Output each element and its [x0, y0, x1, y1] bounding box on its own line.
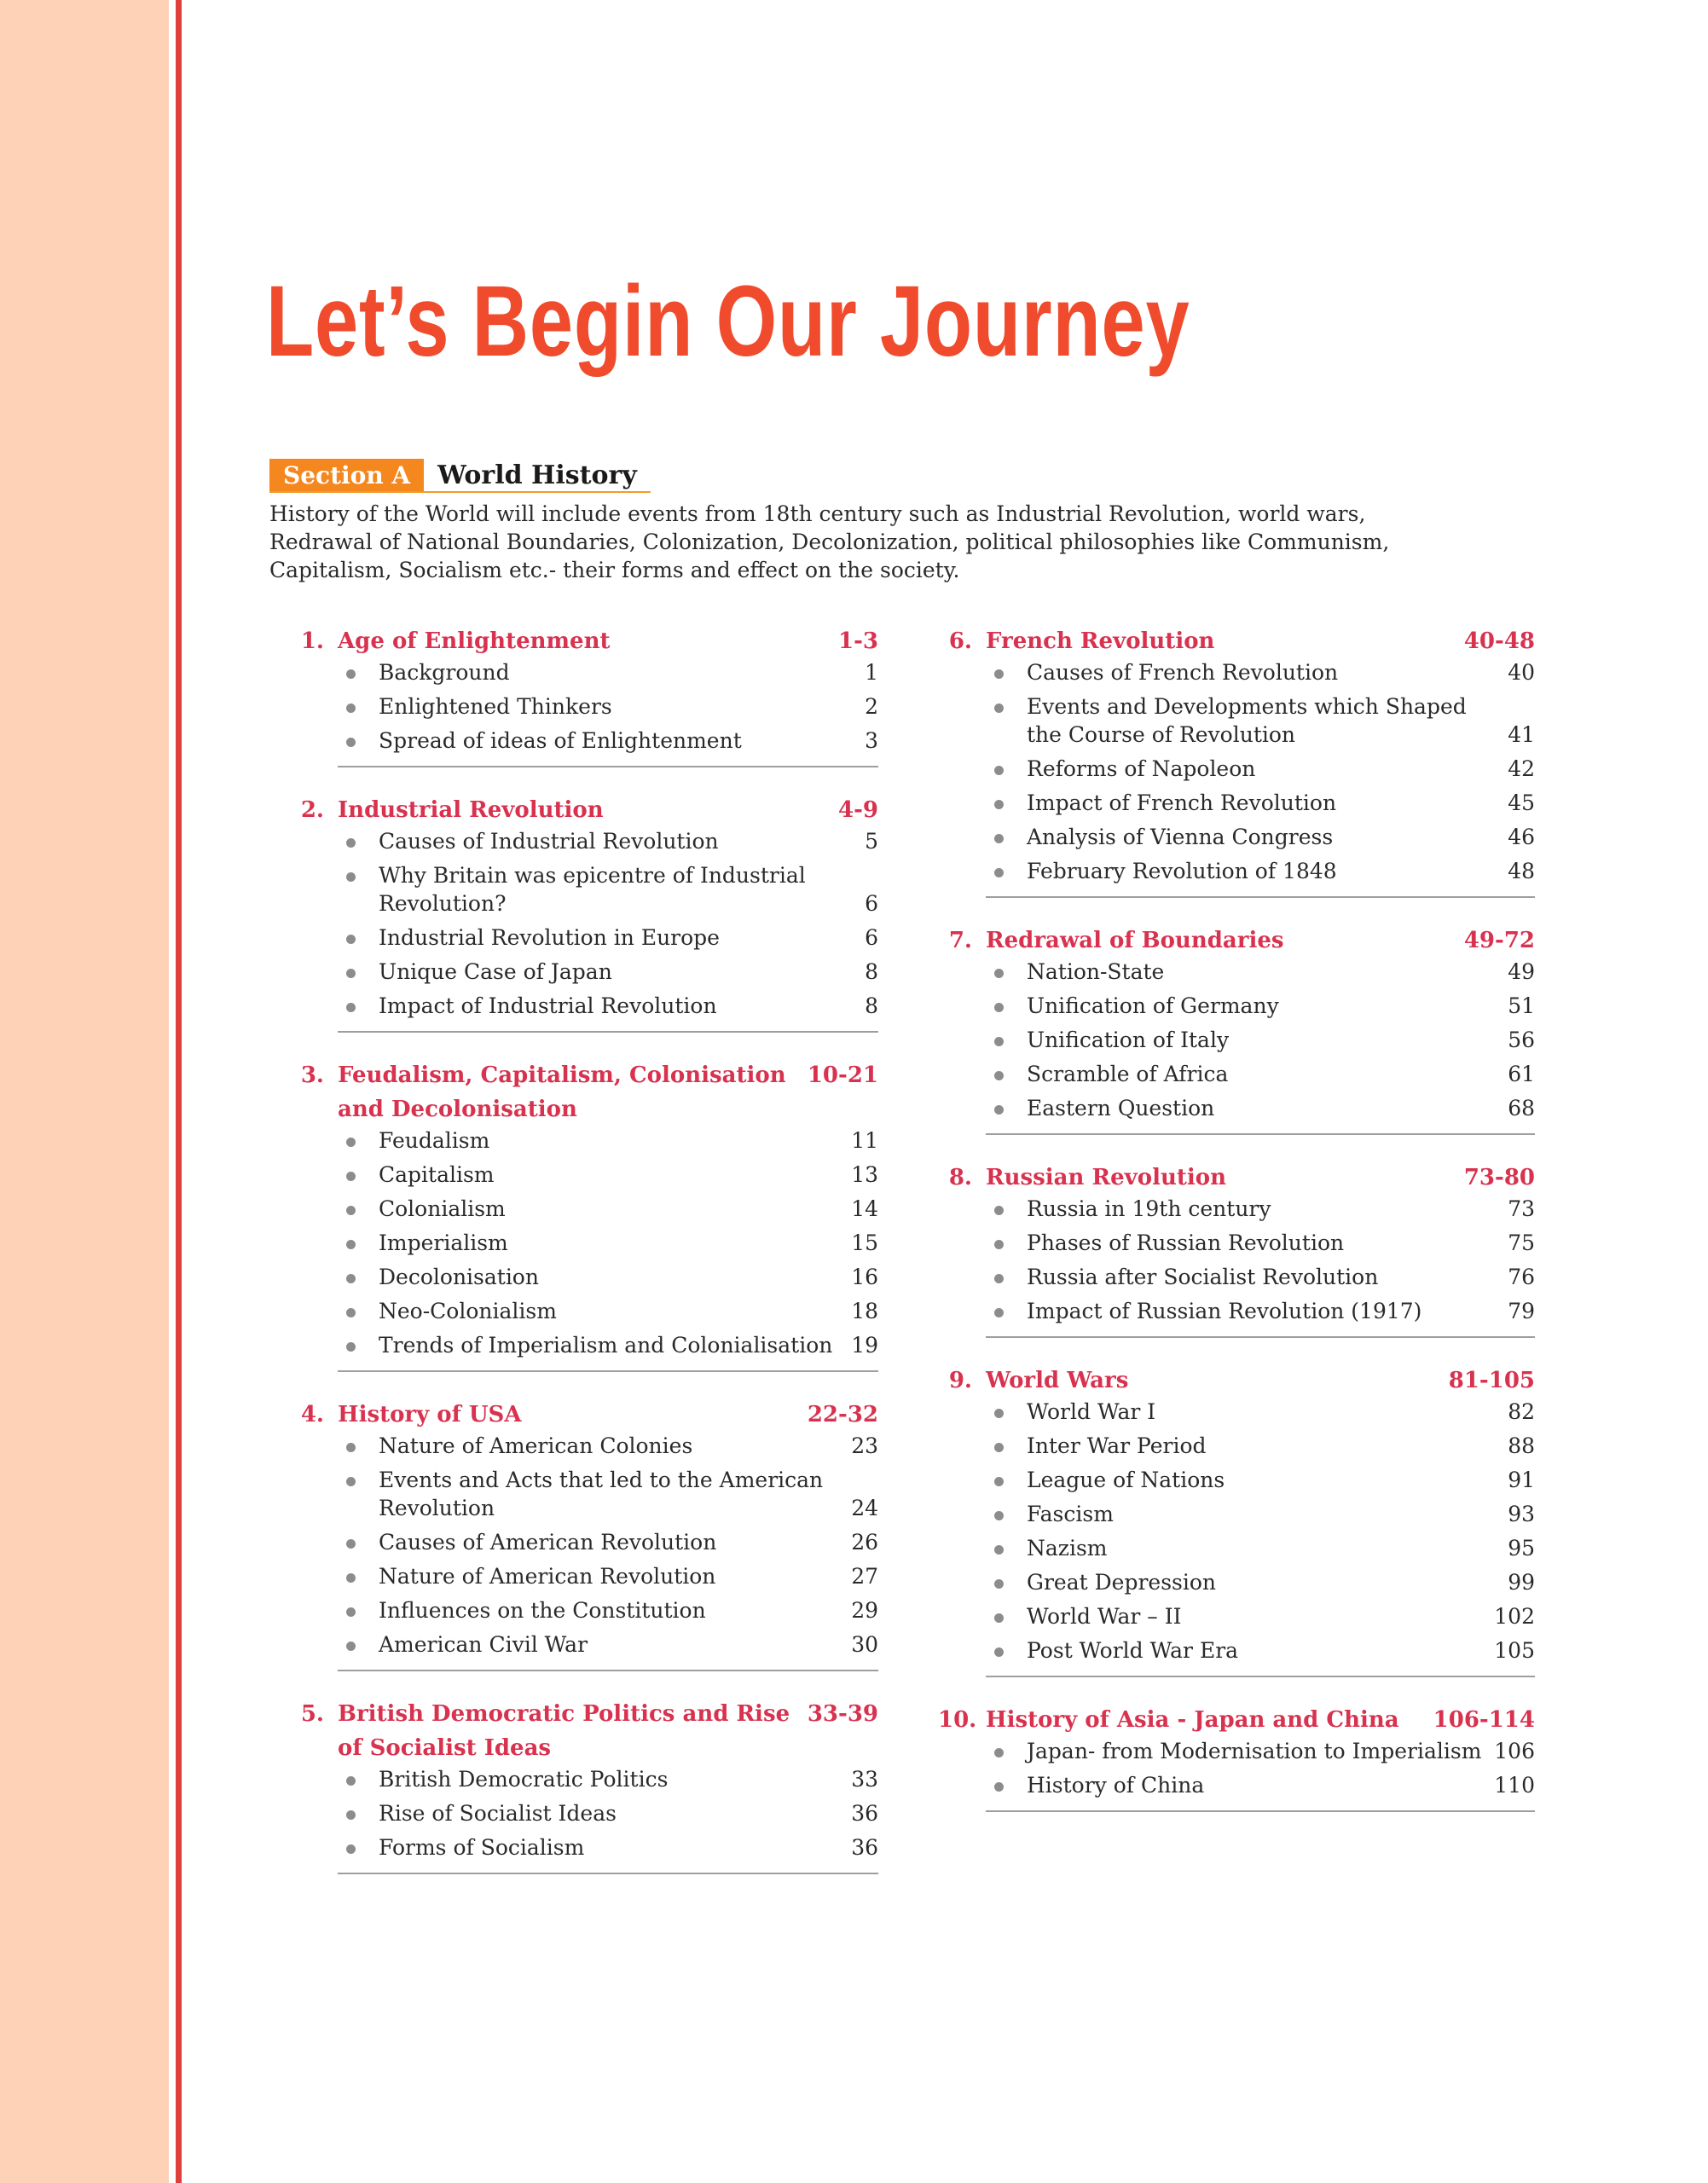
topic-title: Great Depression: [1027, 1570, 1217, 1595]
topic-title: Impact of Industrial Revolution: [379, 993, 717, 1018]
bullet-icon: [986, 1466, 1027, 1494]
topic-title: Why Britain was epicentre of Industrial Revolution?: [379, 863, 806, 916]
topic-item[interactable]: [338, 827, 878, 855]
topic-item[interactable]: [986, 658, 1535, 686]
topic-page: 36: [851, 1801, 878, 1826]
topic-title: Post World War Era: [1027, 1638, 1239, 1663]
topic-page: 88: [1508, 1433, 1535, 1458]
bullet-icon: [986, 958, 1027, 986]
topic-title: League of Nations: [1027, 1468, 1225, 1492]
chapter-number: 2.: [300, 797, 324, 823]
chapter-number: 5.: [300, 1701, 324, 1727]
topic-item[interactable]: [338, 1126, 878, 1155]
topic-page: 61: [1508, 1062, 1535, 1086]
bullet-icon: [338, 1195, 379, 1223]
topic-title: History of China: [1027, 1773, 1205, 1798]
chapter-heading[interactable]: [290, 1398, 878, 1432]
topic-item[interactable]: [986, 1094, 1535, 1122]
bullet-icon: [338, 1331, 379, 1359]
chapter-heading[interactable]: [938, 1703, 1535, 1737]
chapter-page-range: 49-72: [1463, 928, 1535, 953]
topic-page: 68: [1508, 1096, 1535, 1120]
topic-page: 14: [851, 1196, 878, 1221]
topic-page: 11: [851, 1128, 878, 1153]
chapter-number: 3.: [300, 1063, 324, 1088]
topic-item[interactable]: [986, 958, 1535, 986]
topic-page: 2: [865, 694, 878, 719]
topic-item[interactable]: [338, 1466, 878, 1522]
topic-item[interactable]: [986, 1466, 1535, 1494]
chapter-entry: [938, 924, 1535, 1135]
topic-page: 95: [1508, 1536, 1535, 1561]
contents-column-left: [290, 624, 878, 1900]
chapter-topic-list: [338, 658, 878, 767]
bullet-icon: [338, 1161, 379, 1189]
topic-page: 46: [1508, 825, 1535, 849]
section-name: World History: [437, 460, 637, 490]
topic-item[interactable]: [986, 1737, 1535, 1765]
topic-item[interactable]: [986, 1060, 1535, 1088]
bullet-icon: [986, 692, 1027, 721]
chapter-page-range: 4-9: [838, 797, 878, 823]
topic-item[interactable]: [986, 1534, 1535, 1562]
chapter-topic-list: [338, 827, 878, 1033]
topic-title: World War I: [1027, 1399, 1156, 1424]
topic-page: 23: [851, 1433, 878, 1458]
chapter-entry: [290, 1058, 878, 1372]
chapter-number: 9.: [948, 1368, 972, 1393]
topic-title: Spread of ideas of Enlightenment: [379, 728, 742, 753]
topic-page: 3: [865, 728, 878, 753]
topic-title: Capitalism: [379, 1162, 495, 1187]
topic-item[interactable]: [338, 992, 878, 1020]
topic-page: 51: [1508, 993, 1535, 1018]
topic-item[interactable]: [338, 1263, 878, 1291]
bullet-icon: [986, 1297, 1027, 1325]
chapter-title: British Democratic Politics and Rise of Socialist Ideas: [338, 1701, 790, 1761]
chapter-entry: [938, 1161, 1535, 1338]
bullet-icon: [338, 1799, 379, 1827]
topic-page: 105: [1494, 1638, 1535, 1663]
topic-item[interactable]: [986, 1398, 1535, 1426]
topic-page: 41: [1508, 722, 1535, 747]
topic-title: Japan- from Modernisation to Imperialism: [1027, 1739, 1482, 1763]
topic-title: Analysis of Vienna Congress: [1027, 825, 1334, 849]
bullet-icon: [338, 1596, 379, 1624]
bullet-icon: [338, 692, 379, 721]
side-color-band: [0, 0, 169, 2183]
topic-title: Rise of Socialist Ideas: [379, 1801, 617, 1826]
topic-item[interactable]: [338, 958, 878, 986]
topic-item[interactable]: [338, 1528, 878, 1556]
chapter-entry: [290, 624, 878, 767]
topic-page: 110: [1494, 1773, 1535, 1798]
chapter-title: History of USA: [338, 1402, 522, 1427]
chapter-entry: [938, 624, 1535, 898]
topic-page: 18: [851, 1299, 878, 1323]
chapter-page-range: 40-48: [1463, 628, 1535, 654]
section-intro: History of the World will include events from 18th century such as Industrial Revolution, world wars, Redrawal of National Boundaries, Colonization, Decolonization, political philosophies like Communism, Capitalism, Socialism etc.- their forms and effect on the society.: [269, 501, 1390, 582]
topic-title: British Democratic Politics: [379, 1767, 669, 1792]
topic-page: 27: [851, 1564, 878, 1589]
topic-item[interactable]: [338, 1229, 878, 1257]
chapter-page-range: 81-105: [1448, 1368, 1535, 1393]
chapter-topic-list: [986, 658, 1535, 898]
bullet-icon: [338, 1432, 379, 1460]
chapter-title: Redrawal of Boundaries: [986, 928, 1284, 953]
chapter-topic-list: [986, 958, 1535, 1135]
topic-page: 19: [851, 1333, 878, 1358]
bullet-icon: [986, 1534, 1027, 1562]
chapter-heading[interactable]: [290, 1058, 878, 1126]
chapter-entry: [938, 1364, 1535, 1677]
bullet-icon: [986, 1398, 1027, 1426]
bullet-icon: [986, 1094, 1027, 1122]
chapter-number: 8.: [948, 1165, 972, 1190]
topic-title: Russia after Socialist Revolution: [1027, 1265, 1379, 1289]
topic-title: Nazism: [1027, 1536, 1108, 1561]
topic-page: 76: [1508, 1265, 1535, 1289]
bullet-icon: [338, 1263, 379, 1291]
bullet-icon: [986, 857, 1027, 885]
topic-page: 48: [1508, 859, 1535, 883]
bullet-icon: [338, 1229, 379, 1257]
topic-item[interactable]: [338, 1562, 878, 1590]
topic-title: Nation-State: [1027, 959, 1165, 984]
topic-item[interactable]: [338, 1161, 878, 1189]
chapter-entry: [290, 1697, 878, 1874]
bullet-icon: [338, 992, 379, 1020]
topic-title: Unique Case of Japan: [379, 959, 612, 984]
topic-title: Colonialism: [379, 1196, 506, 1221]
topic-title: Nature of American Revolution: [379, 1564, 716, 1589]
chapter-page-range: 33-39: [807, 1701, 878, 1727]
bullet-icon: [338, 861, 379, 889]
chapter-number: 6.: [948, 628, 972, 654]
chapter-title: Age of Enlightenment: [338, 628, 611, 654]
topic-page: 15: [851, 1230, 878, 1255]
topic-page: 49: [1508, 959, 1535, 984]
topic-page: 26: [851, 1530, 878, 1555]
bullet-icon: [986, 1568, 1027, 1596]
bullet-icon: [986, 658, 1027, 686]
topic-title: Reforms of Napoleon: [1027, 756, 1256, 781]
topic-item[interactable]: [338, 692, 878, 721]
bullet-icon: [338, 727, 379, 755]
chapter-page-range: 10-21: [807, 1063, 878, 1088]
bullet-icon: [338, 1528, 379, 1556]
topic-page: 6: [865, 925, 878, 950]
chapter-title: French Revolution: [986, 628, 1215, 654]
topic-page: 30: [851, 1632, 878, 1657]
topic-item[interactable]: [986, 755, 1535, 783]
topic-page: 29: [851, 1598, 878, 1623]
bullet-icon: [986, 1195, 1027, 1223]
chapter-title: World Wars: [986, 1368, 1129, 1393]
bullet-icon: [338, 924, 379, 952]
topic-item[interactable]: [986, 857, 1535, 885]
topic-title: Scramble of Africa: [1027, 1062, 1229, 1086]
topic-page: 13: [851, 1162, 878, 1187]
topic-page: 93: [1508, 1502, 1535, 1526]
bullet-icon: [986, 1263, 1027, 1291]
topic-page: 45: [1508, 790, 1535, 815]
bullet-icon: [338, 1466, 379, 1494]
contents-column-right: [938, 624, 1535, 1838]
topic-page: 24: [851, 1496, 878, 1520]
topic-page: 8: [865, 959, 878, 984]
chapter-entry: [938, 1703, 1535, 1812]
topic-page: 1: [865, 660, 878, 685]
bullet-icon: [986, 1229, 1027, 1257]
topic-page: 106: [1494, 1739, 1535, 1763]
topic-item[interactable]: [338, 1331, 878, 1359]
topic-item[interactable]: [986, 1432, 1535, 1460]
topic-title: Forms of Socialism: [379, 1835, 585, 1860]
topic-title: Neo-Colonialism: [379, 1299, 557, 1323]
bullet-icon: [338, 1297, 379, 1325]
bullet-icon: [986, 1602, 1027, 1630]
chapter-heading[interactable]: [290, 793, 878, 827]
topic-item[interactable]: [986, 1297, 1535, 1325]
bullet-icon: [986, 1771, 1027, 1799]
topic-page: 40: [1508, 660, 1535, 685]
chapter-topic-list: [338, 1432, 878, 1671]
chapter-entry: [290, 793, 878, 1033]
chapter-page-range: 73-80: [1463, 1165, 1535, 1190]
chapter-title: Russian Revolution: [986, 1165, 1226, 1190]
topic-page: 73: [1508, 1196, 1535, 1221]
chapter-topic-list: [986, 1398, 1535, 1677]
topic-title: Impact of Russian Revolution (1917): [1027, 1299, 1422, 1323]
topic-page: 91: [1508, 1468, 1535, 1492]
topic-title: American Civil War: [379, 1632, 588, 1657]
topic-item[interactable]: [986, 1026, 1535, 1054]
topic-item[interactable]: [338, 924, 878, 952]
topic-page: 8: [865, 993, 878, 1018]
bullet-icon: [986, 823, 1027, 851]
topic-item[interactable]: [338, 1630, 878, 1659]
bullet-icon: [338, 827, 379, 855]
topic-item[interactable]: [986, 692, 1535, 749]
topic-item[interactable]: [338, 1297, 878, 1325]
topic-title: Unification of Italy: [1027, 1028, 1230, 1052]
topic-item[interactable]: [986, 1771, 1535, 1799]
bullet-icon: [986, 992, 1027, 1020]
topic-item[interactable]: [338, 1833, 878, 1862]
topic-page: 75: [1508, 1230, 1535, 1255]
topic-item[interactable]: [338, 727, 878, 755]
topic-item[interactable]: [986, 992, 1535, 1020]
chapter-topic-list: [338, 1765, 878, 1874]
topic-item[interactable]: [338, 861, 878, 918]
chapter-number: 10.: [938, 1707, 977, 1733]
topic-title: Events and Acts that led to the American Revolution: [379, 1468, 824, 1520]
chapter-heading[interactable]: [938, 1161, 1535, 1195]
topic-title: Causes of Industrial Revolution: [379, 829, 719, 854]
topic-title: Industrial Revolution in Europe: [379, 925, 720, 950]
topic-item[interactable]: [986, 1229, 1535, 1257]
chapter-title: History of Asia - Japan and China: [986, 1707, 1399, 1733]
topic-item[interactable]: [338, 658, 878, 686]
bullet-icon: [338, 1765, 379, 1793]
chapter-number: 4.: [300, 1402, 324, 1427]
topic-title: Imperialism: [379, 1230, 508, 1255]
topic-title: Phases of Russian Revolution: [1027, 1230, 1345, 1255]
topic-title: Feudalism: [379, 1128, 490, 1153]
topic-page: 99: [1508, 1570, 1535, 1595]
topic-item[interactable]: [986, 823, 1535, 851]
topic-title: Influences on the Constitution: [379, 1598, 706, 1623]
topic-title: Causes of American Revolution: [379, 1530, 717, 1555]
topic-title: Events and Developments which Shaped the Course of Revolution: [1027, 694, 1467, 747]
bullet-icon: [338, 1126, 379, 1155]
chapter-heading[interactable]: [938, 624, 1535, 658]
topic-item[interactable]: [986, 1602, 1535, 1630]
chapter-page-range: 106-114: [1433, 1707, 1535, 1733]
topic-page: 42: [1508, 756, 1535, 781]
page-title: Let’s Begin Our Journey: [266, 265, 1190, 378]
topic-item[interactable]: [986, 789, 1535, 817]
chapter-page-range: 1-3: [838, 628, 878, 654]
topic-page: 5: [865, 829, 878, 854]
topic-page: 33: [851, 1767, 878, 1792]
topic-item[interactable]: [986, 1263, 1535, 1291]
bullet-icon: [338, 1562, 379, 1590]
topic-title: Nature of American Colonies: [379, 1433, 693, 1458]
side-red-rule: [176, 0, 182, 2183]
bullet-icon: [986, 1500, 1027, 1528]
chapter-topic-list: [986, 1737, 1535, 1812]
chapter-heading[interactable]: [290, 1697, 878, 1765]
topic-title: Background: [379, 660, 510, 685]
chapter-number: 7.: [948, 928, 972, 953]
topic-title: February Revolution of 1848: [1027, 859, 1337, 883]
topic-page: 79: [1508, 1299, 1535, 1323]
bullet-icon: [986, 1026, 1027, 1054]
topic-item[interactable]: [338, 1765, 878, 1793]
section-tag: Section A: [269, 459, 424, 491]
bullet-icon: [986, 1060, 1027, 1088]
chapter-page-range: 22-32: [807, 1402, 878, 1427]
topic-page: 102: [1494, 1604, 1535, 1629]
topic-item[interactable]: [338, 1596, 878, 1624]
bullet-icon: [338, 658, 379, 686]
topic-item[interactable]: [338, 1195, 878, 1223]
bullet-icon: [986, 1432, 1027, 1460]
topic-title: Trends of Imperialism and Colonialisation: [379, 1333, 833, 1358]
topic-title: Inter War Period: [1027, 1433, 1207, 1458]
topic-item[interactable]: [986, 1500, 1535, 1528]
topic-page: 16: [851, 1265, 878, 1289]
topic-item[interactable]: [338, 1432, 878, 1460]
topic-title: Unification of Germany: [1027, 993, 1279, 1018]
bullet-icon: [986, 1636, 1027, 1665]
topic-page: 36: [851, 1835, 878, 1860]
chapter-topic-list: [338, 1126, 878, 1372]
topic-title: Enlightened Thinkers: [379, 694, 612, 719]
topic-item[interactable]: [986, 1568, 1535, 1596]
bullet-icon: [986, 1737, 1027, 1765]
chapter-title: Industrial Revolution: [338, 797, 604, 823]
bullet-icon: [338, 1630, 379, 1659]
chapter-number: 1.: [300, 628, 324, 654]
section-header: [269, 459, 651, 493]
topic-page: 56: [1508, 1028, 1535, 1052]
topic-title: Eastern Question: [1027, 1096, 1215, 1120]
topic-page: 82: [1508, 1399, 1535, 1424]
chapter-heading[interactable]: [938, 1364, 1535, 1398]
topic-page: 6: [865, 891, 878, 916]
topic-title: Russia in 19th century: [1027, 1196, 1271, 1221]
topic-item[interactable]: [338, 1799, 878, 1827]
bullet-icon: [338, 958, 379, 986]
topic-title: World War – II: [1027, 1604, 1182, 1629]
bullet-icon: [338, 1833, 379, 1862]
chapter-title: Feudalism, Capitalism, Colonisation and Decolonisation: [338, 1063, 786, 1122]
chapter-heading[interactable]: [938, 924, 1535, 958]
topic-title: Fascism: [1027, 1502, 1114, 1526]
topic-title: Causes of French Revolution: [1027, 660, 1339, 685]
topic-item[interactable]: [986, 1636, 1535, 1665]
chapter-entry: [290, 1398, 878, 1671]
bullet-icon: [986, 789, 1027, 817]
bullet-icon: [986, 755, 1027, 783]
chapter-heading[interactable]: [290, 624, 878, 658]
chapter-topic-list: [986, 1195, 1535, 1338]
topic-title: Impact of French Revolution: [1027, 790, 1337, 815]
topic-item[interactable]: [986, 1195, 1535, 1223]
topic-title: Decolonisation: [379, 1265, 539, 1289]
